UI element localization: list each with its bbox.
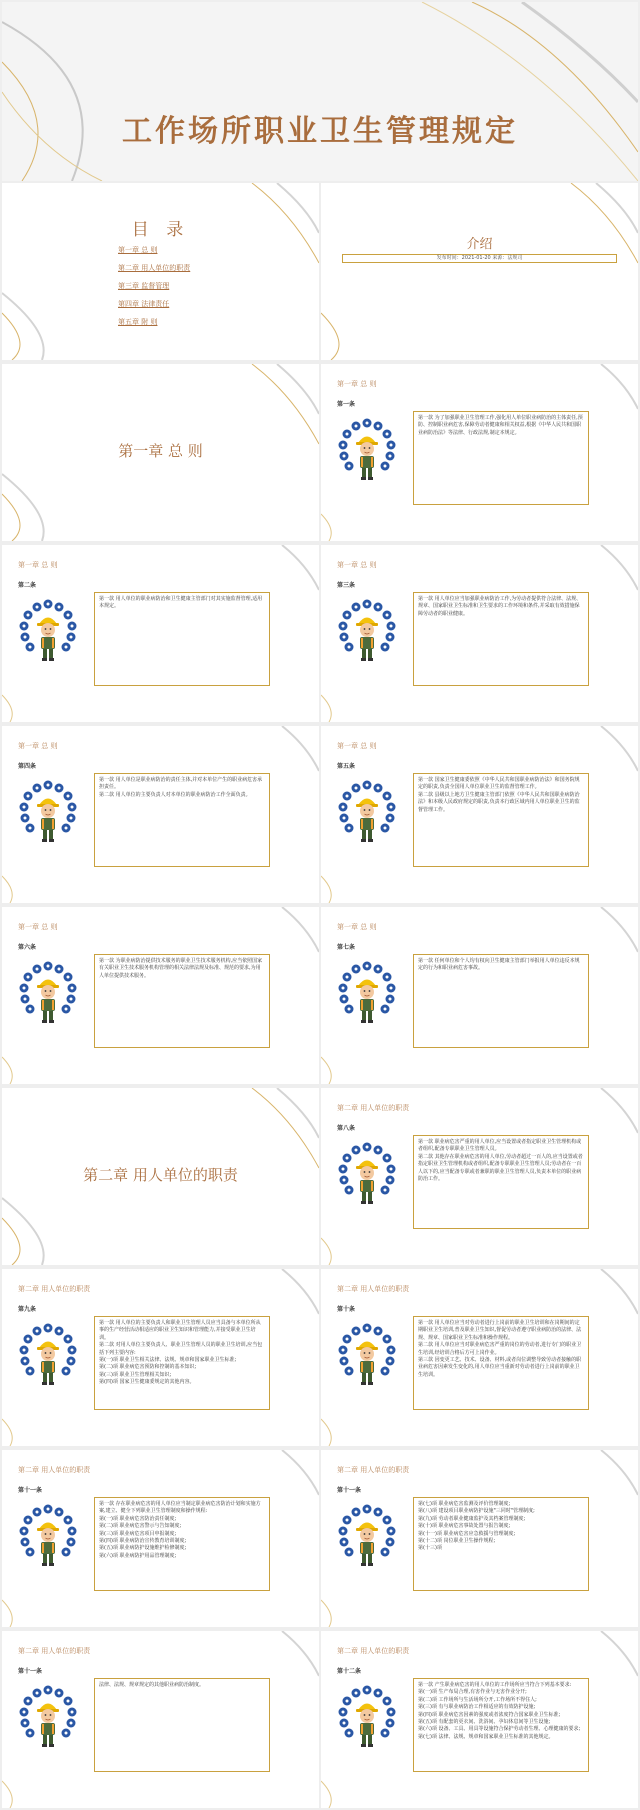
article-title: 第十一条 (18, 1668, 43, 1675)
article-title: 第八条 (337, 1125, 356, 1132)
article-clause: 第(四)项 职业病防治宣传教育培训制度; (99, 1538, 187, 1545)
article-title: 第七条 (337, 944, 356, 951)
section-title: 第二章 用人单位的职责 (337, 1104, 410, 1112)
safety-worker-illustration (337, 1322, 397, 1386)
article-text-box (94, 1316, 270, 1410)
article-text-box (94, 1678, 270, 1772)
toc-link-chapter-5[interactable]: 第五章 附 则 (118, 318, 158, 326)
chapter-1-slide (2, 364, 319, 541)
toc-list (118, 246, 190, 336)
article-clause: 第(十一)项 职业病危害应急救援与管理制度; (418, 1530, 516, 1537)
article-clause: 第二款 用人单位应当对职业病危害严重的岗位的劳动者,进行专门的职业卫生培训,经培训合格后方可上岗作业。 (418, 1342, 582, 1356)
toc-link-chapter-4[interactable]: 第四章 法律责任 (118, 300, 170, 308)
section-title: 第一章 总 则 (18, 742, 58, 750)
article-title: 第四条 (18, 763, 37, 770)
article-title: 第九条 (18, 1306, 37, 1313)
article-title: 第十一条 (18, 1487, 43, 1494)
article-clause: 第(九)项 劳动者职业健康监护及其档案管理制度; (418, 1515, 526, 1522)
article-title: 第三条 (337, 582, 356, 589)
section-title: 第二章 用人单位的职责 (337, 1285, 410, 1293)
article-title: 第十二条 (337, 1668, 362, 1675)
article-text-box (413, 1135, 589, 1229)
article-text-box (413, 1497, 589, 1591)
safety-worker-illustration (337, 779, 397, 843)
section-title: 第二章 用人单位的职责 (337, 1466, 410, 1474)
toc-link-chapter-2[interactable]: 第二章 用人单位的职责 (118, 264, 191, 272)
article-text-box (94, 954, 270, 1048)
safety-worker-illustration (18, 779, 78, 843)
safety-worker-illustration (337, 960, 397, 1024)
article-clause: 第(五)项 有配套的更衣间、洗浴间、孕妇休息间等卫生设施; (418, 1719, 551, 1726)
article-title: 第五条 (337, 763, 356, 770)
section-title: 第一章 总 则 (337, 742, 377, 750)
publish-info: 发布时间：2021-01-20 来源：法规司 (342, 254, 617, 263)
chapter-2-slide (2, 1088, 319, 1265)
article-clause: 第一款 用人单位应当对劳动者进行上岗前的职业卫生培训和在岗期间的定期职业卫生培训,普及职业卫生知识,督促劳动者遵守职业病防治的法律、法规、规章、国家职业卫生标准和操作规程。 (418, 1320, 582, 1341)
article-clause: 第(七)项 法律、法规、规章和国家职业卫生标准的其他规定。 (418, 1733, 554, 1740)
cover-slide (2, 2, 638, 181)
chapter-title: 第一章 总 则 (118, 442, 203, 460)
toc-title: 目 录 (131, 220, 190, 240)
article-slide (321, 1631, 638, 1808)
safety-worker-illustration (337, 1684, 397, 1748)
article-slide (321, 907, 638, 1084)
article-slide (321, 545, 638, 722)
section-title: 第二章 用人单位的职责 (337, 1647, 410, 1655)
article-slide (321, 1269, 638, 1446)
article-clause: 第(七)项 职业病危害监测及评价管理制度; (418, 1501, 511, 1507)
article-clause: 第一款 职业病危害严重的用人单位,应当设置或者指定职业卫生管理机构或者组织,配备专职职业卫生管理人员。 (418, 1139, 582, 1153)
article-clause: 第(十二)项 岗位职业卫生操作规程; (418, 1538, 496, 1545)
section-title: 第一章 总 则 (337, 561, 377, 569)
article-clause: 第一款 用人单位的职业病防治和卫生健康主管部门对其实施监督管理,适用本规定。 (99, 596, 263, 610)
safety-worker-illustration (18, 1322, 78, 1386)
safety-worker-illustration (337, 598, 397, 662)
article-clause: 第(四)项 国家卫生健康委规定的其他内容。 (99, 1379, 195, 1386)
article-slide (321, 364, 638, 541)
article-clause: 第一款 用人单位应当加强职业病防治工作,为劳动者提供符合法律、法规、规章、国家职业卫生标准和卫生要求的工作环境和条件,并采取有效措施保障劳动者的职业健康。 (418, 596, 582, 617)
intro-title: 介绍 (466, 237, 493, 252)
article-clause: 第(五)项 职业病防护设施维护检修制度; (99, 1545, 187, 1552)
article-clause: 第(三)项 有与职业病防治工作相适应的有效防护设施; (418, 1704, 536, 1711)
section-title: 第一章 总 则 (337, 923, 377, 931)
article-clause: 第一款 为职业病防治提供技术服务的职业卫生技术服务机构,应当依照国家有关职业卫生技术服务机构管理的相关法律法规及标准、规范的要求,为用人单位提供技术服务。 (99, 958, 263, 979)
article-clause: 第一款 产生职业病危害的用人单位的工作场所应当符合下列基本要求: (418, 1682, 572, 1688)
article-slide (321, 726, 638, 903)
article-clause: 第(四)项 职业病危害因素的强度或者浓度符合国家职业卫生标准; (418, 1711, 561, 1718)
article-clause: 第(一)项 职业卫生相关法律、法规、规章和国家职业卫生标准; (99, 1357, 237, 1364)
cover-title: 工作场所职业卫生管理规定 (122, 114, 518, 149)
article-slide (321, 1450, 638, 1627)
article-clause: 第(二)项 工作场所与生活场所分开,工作场所不得住人; (418, 1696, 537, 1703)
article-clause: 第二款 用人单位的主要负责人对本单位的职业病防治工作全面负责。 (99, 791, 251, 798)
toc-link-chapter-1[interactable]: 第一章 总 则 (118, 246, 158, 254)
article-slide (2, 1450, 319, 1627)
article-clause: 第(一)项 生产布局合理,有害作业与无害作业分开; (418, 1689, 527, 1696)
article-clause: 第(二)项 职业病危害警示与告知制度; (99, 1523, 182, 1530)
article-clause: 第二款 对用人单位主要负责人、职业卫生管理人员的职业卫生培训,应当包括下列主要内容: (99, 1342, 263, 1356)
article-slide (2, 907, 319, 1084)
chapter-title: 第二章 用人单位的职责 (83, 1166, 238, 1184)
safety-worker-illustration (18, 1684, 78, 1748)
gold-curves-decoration (2, 2, 638, 181)
article-clause: 第(六)项 职业病防护用品管理制度; (99, 1552, 177, 1559)
article-clause: 第(三)项 职业卫生管理相关知识; (99, 1371, 172, 1378)
article-clause: 第(十)项 职业病危害事故处置与报告制度; (418, 1523, 511, 1530)
article-title: 第十条 (337, 1306, 356, 1313)
safety-worker-illustration (18, 598, 78, 662)
section-title: 第一章 总 则 (18, 561, 58, 569)
article-text-box (413, 411, 589, 505)
article-clause: 第一款 用人单位是职业病防治的责任主体,并对本单位产生的职业病危害承担责任。 (99, 777, 263, 791)
article-clause: 第(一)项 职业病危害防治责任制度; (99, 1515, 177, 1522)
article-clause: 第二款 县级以上地方卫生健康主管部门依照《中华人民共和国职业病防治法》和本级人民政府规定的职责,负责本行政区域内用人单位职业卫生的监督管理工作。 (418, 791, 580, 813)
article-clause: 第一款 存在职业病危害的用人单位应当制定职业病危害防治计划和实施方案,建立、健全下列职业卫生管理制度和操作规程: (99, 1501, 261, 1515)
article-text-box (413, 592, 589, 686)
article-slide (2, 545, 319, 722)
article-text-box (94, 592, 270, 686)
article-clause: 法律、法规、规章规定的其他职业病防治制度。 (99, 1682, 205, 1688)
article-clause: 第一款 为了加强职业卫生管理工作,强化用人单位职业病防治的主体责任,预防、控制职业病危害,保障劳动者健康和相关权益,根据《中华人民共和国职业病防治法》等法律、行政法规,制定本规定。 (418, 415, 583, 436)
article-clause: 第一款 国家卫生健康委依照《中华人民共和国职业病防治法》和国务院规定的职责,负责全国用人单位职业卫生的监督管理工作。 (418, 777, 580, 791)
section-title: 第二章 用人单位的职责 (18, 1285, 91, 1293)
safety-worker-illustration (18, 960, 78, 1024)
article-title: 第十一条 (337, 1487, 362, 1494)
article-text-box (94, 773, 270, 867)
article-clause: 第(二)项 职业病危害预防和控制的基本知识; (99, 1364, 197, 1371)
article-clause: 第一款 用人单位的主要负责人和职业卫生管理人员应当具备与本单位所从事的生产经营活动相适应的职业卫生知识和管理能力,并接受职业卫生培训。 (99, 1320, 261, 1341)
article-clause: 第(十三)项 (418, 1545, 442, 1552)
safety-worker-illustration (337, 1141, 397, 1205)
safety-worker-illustration (337, 417, 397, 481)
article-title: 第六条 (18, 944, 37, 951)
article-clause: 第三款 因变更工艺、技术、设备、材料,或者岗位调整导致劳动者接触的职业病危害因素发生变化的,用人单位应当重新对劳动者进行上岗前的职业卫生培训。 (418, 1357, 582, 1378)
section-title: 第二章 用人单位的职责 (18, 1466, 91, 1474)
article-slide (2, 1631, 319, 1808)
gold-curves-decoration (321, 183, 638, 360)
toc-slide (2, 183, 319, 360)
article-clause: 第一款 任何单位和个人均有权向卫生健康主管部门举报用人单位违反本规定的行为和职业病危害事故。 (418, 958, 580, 972)
section-title: 第一章 总 则 (18, 923, 58, 931)
article-clause: 第二款 其他存在职业病危害的用人单位,劳动者超过一百人的,应当设置或者指定职业卫生管理机构或者组织,配备专职职业卫生管理人员;劳动者在一百人以下的,应当配备专职或者兼职的职业卫生管理人员,负责本单位的职业病防治工作。 (418, 1153, 583, 1183)
article-slide (2, 1269, 319, 1446)
article-title: 第二条 (18, 582, 37, 589)
intro-slide (321, 183, 638, 360)
article-slide (2, 726, 319, 903)
section-title: 第一章 总 则 (337, 380, 377, 388)
article-text-box (413, 1316, 589, 1410)
article-slide (321, 1088, 638, 1265)
article-text-box (413, 1678, 589, 1772)
article-text-box (94, 1497, 270, 1591)
safety-worker-illustration (18, 1503, 78, 1567)
section-title: 第二章 用人单位的职责 (18, 1647, 91, 1655)
article-title: 第一条 (337, 401, 356, 408)
toc-link-chapter-3[interactable]: 第三章 监督管理 (118, 282, 170, 290)
safety-worker-illustration (337, 1503, 397, 1567)
article-text-box (413, 773, 589, 867)
article-text-box (413, 954, 589, 1048)
article-clause: 第(八)项 建设项目职业病防护设施"三同时"管理制度; (418, 1508, 535, 1515)
article-clause: 第(六)项 设备、工具、用具等设施符合保护劳动者生理、心理健康的要求; (418, 1726, 581, 1733)
article-clause: 第(三)项 职业病危害项目申报制度; (99, 1530, 177, 1537)
